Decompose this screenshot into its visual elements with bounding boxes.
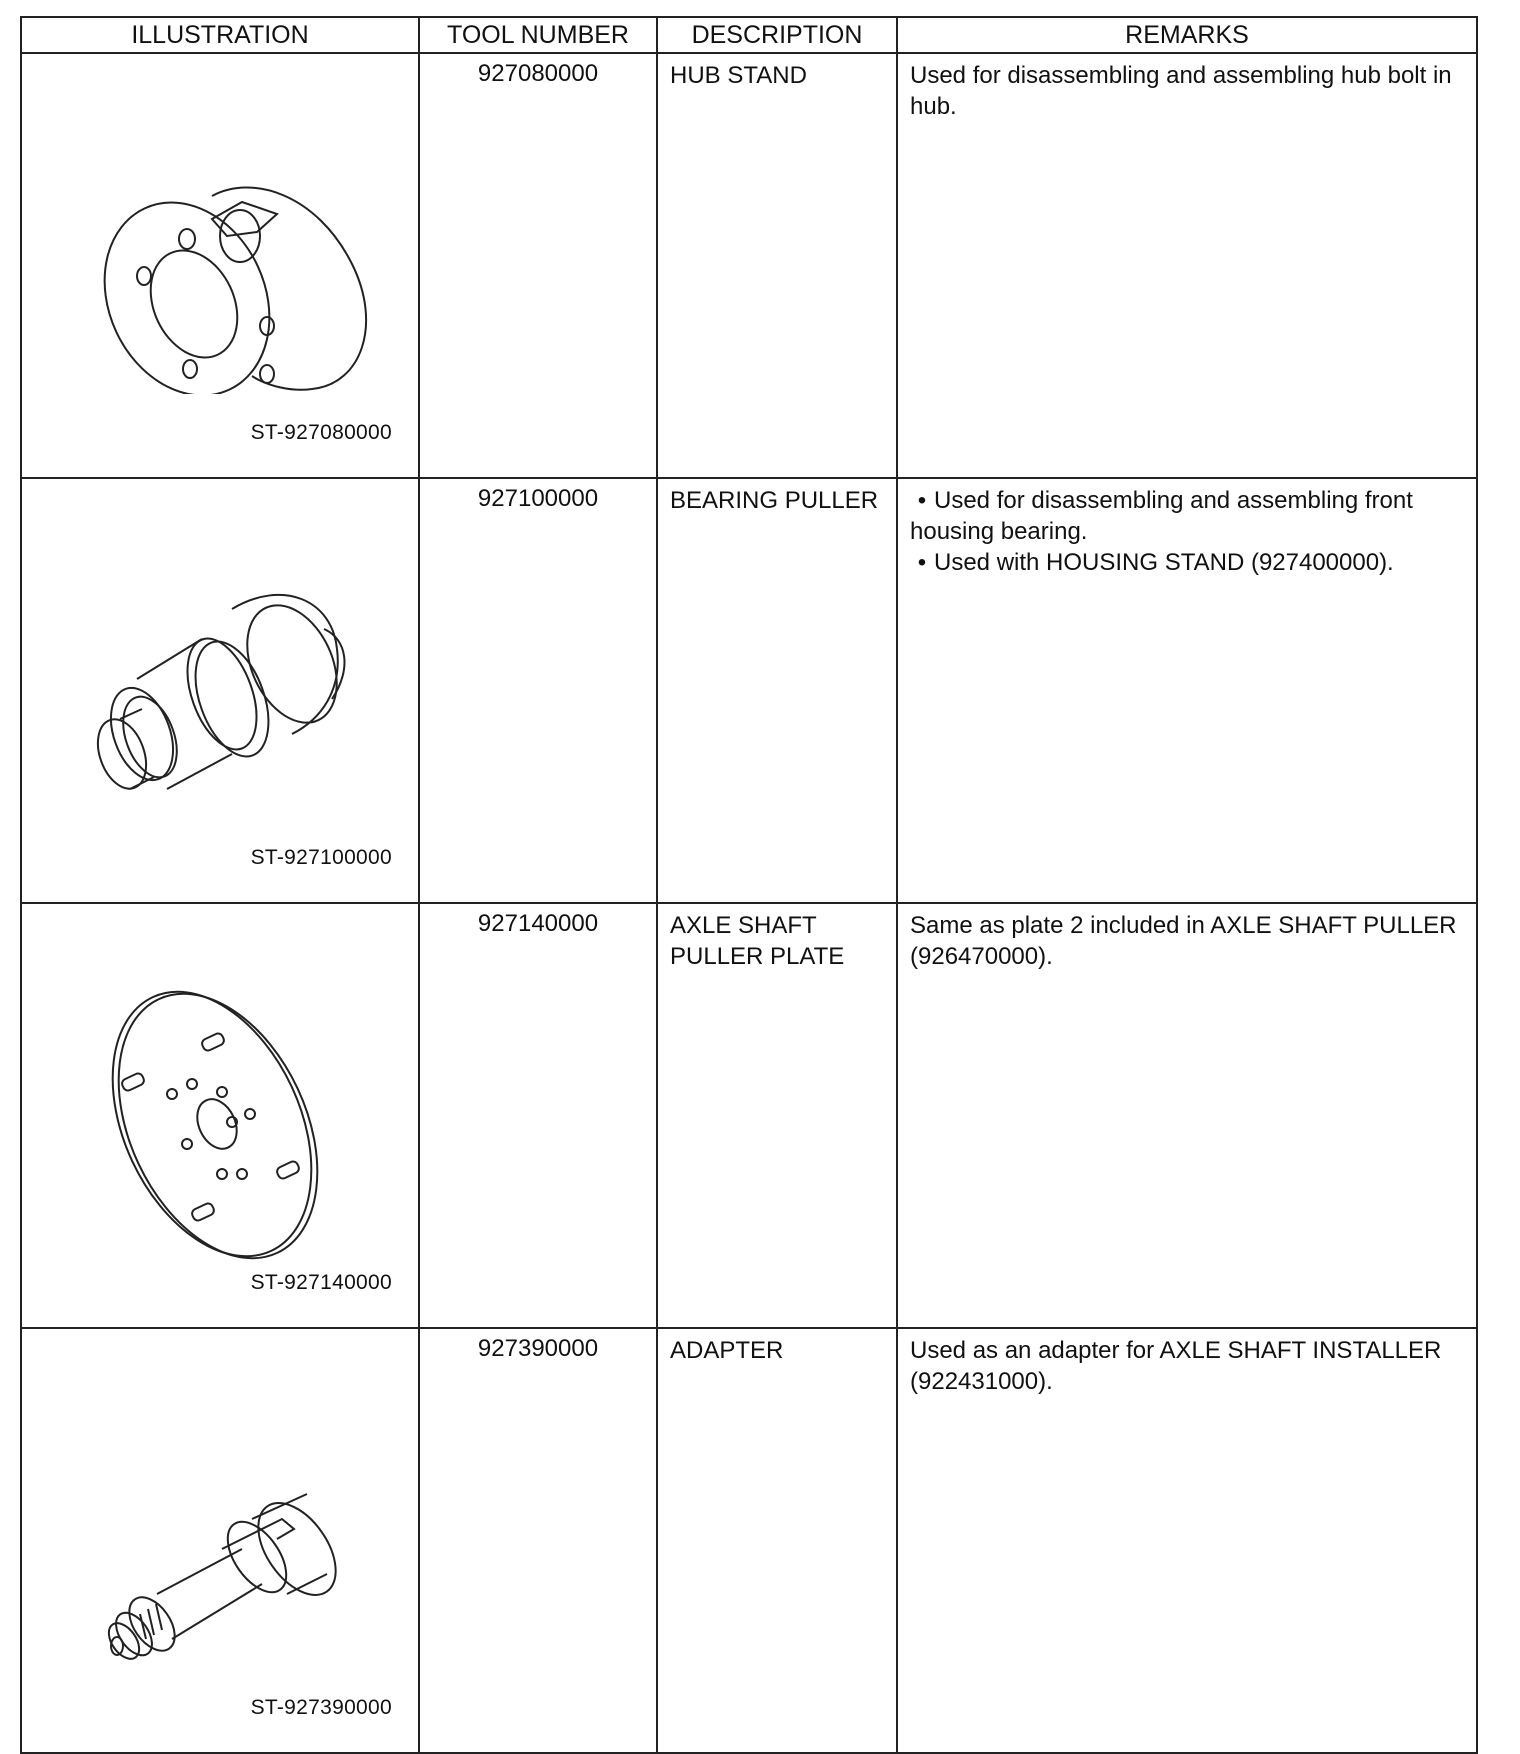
hub-stand-illustration <box>62 124 382 394</box>
header-row <box>21 17 1477 53</box>
illustration-caption: ST-927140000 <box>250 1271 392 1294</box>
illustration-cell <box>21 903 419 1328</box>
header-tool-number: TOOL NUMBER <box>419 17 657 53</box>
tool-remarks: Used for disassembling and assembling hub bolt in hub. <box>897 53 1477 478</box>
illustration-caption: ST-927080000 <box>250 421 392 444</box>
table-row <box>21 903 1477 1328</box>
remark-bullet: • Used with HOUSING STAND (927400000). <box>917 549 1394 576</box>
table-row <box>21 1328 1477 1753</box>
illustration-cell <box>21 53 419 478</box>
bearing-puller-illustration <box>62 549 382 819</box>
tool-description: BEARING PULLER <box>657 478 897 903</box>
special-tools-table <box>20 16 1478 1754</box>
tool-number: 927140000 <box>419 903 657 1328</box>
puller-plate-illustration <box>62 974 382 1264</box>
table-row <box>21 478 1477 903</box>
tool-number: 927080000 <box>419 53 657 478</box>
illustration-cell <box>21 1328 419 1753</box>
tool-number: 927100000 <box>419 478 657 903</box>
header-description: DESCRIPTION <box>657 17 897 53</box>
tool-number: 927390000 <box>419 1328 657 1753</box>
adapter-illustration <box>62 1399 382 1689</box>
illustration-caption: ST-927390000 <box>250 1696 392 1719</box>
table-row <box>21 53 1477 478</box>
tool-remarks <box>897 478 1477 903</box>
tool-remarks: Same as plate 2 included in AXLE SHAFT PULLER (926470000). <box>897 903 1477 1328</box>
tool-remarks: Used as an adapter for AXLE SHAFT INSTALLER (922431000). <box>897 1328 1477 1753</box>
tool-description: ADAPTER <box>657 1328 897 1753</box>
header-illustration: ILLUSTRATION <box>21 17 419 53</box>
illustration-caption: ST-927100000 <box>250 846 392 869</box>
tool-description: HUB STAND <box>657 53 897 478</box>
remark-bullet: • Used for disassembling and assembling front housing bearing. <box>910 487 1413 545</box>
illustration-cell <box>21 478 419 903</box>
tool-description: AXLE SHAFT PULLER PLATE <box>657 903 897 1328</box>
header-remarks: REMARKS <box>897 17 1477 53</box>
